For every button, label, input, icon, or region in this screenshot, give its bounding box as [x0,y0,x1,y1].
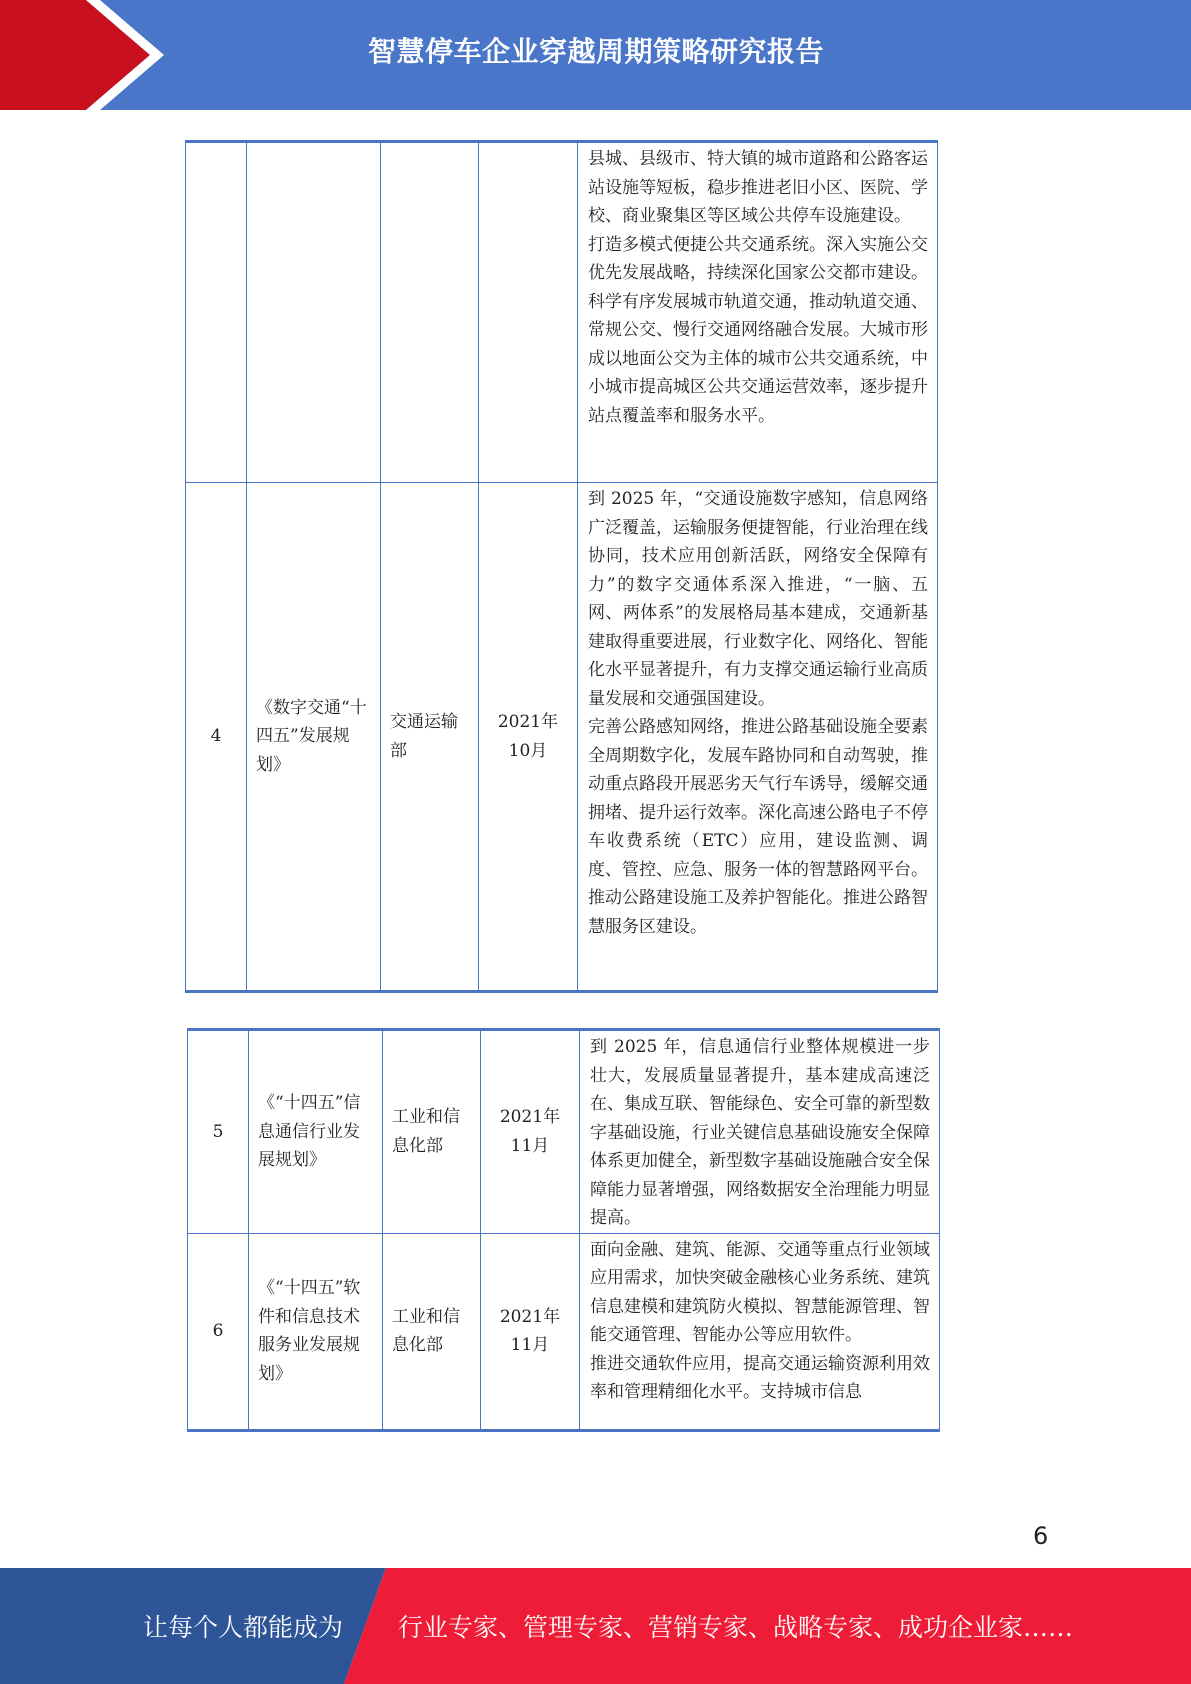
row-number: 6 [188,1233,249,1430]
header-banner [0,0,1191,110]
footer-banner [0,1568,1191,1684]
footer-slogan-right: 行业专家、管理专家、营销专家、战略专家、成功企业家…… [398,1613,1074,1642]
policy-name: 《“十四五”信息通信行业发展规划》 [249,1030,383,1234]
issuing-dept [381,142,479,483]
policy-table-top [185,140,938,993]
row-number [186,142,247,483]
report-title: 智慧停车企业穿越周期策略研究报告 [368,35,825,68]
row-number: 4 [186,483,247,992]
policy-name: 《数字交通“十四五”发展规划》 [247,483,381,992]
content-paragraph: 面向金融、建筑、能源、交通等重点行业领域应用需求，加快突破金融核心业务系统、建筑信息建模和建筑防火模拟、智慧能源管理、智能交通管理、智能办公等应用软件。 [590,1239,930,1345]
footer-slogan-left: 让每个人都能成为 [143,1613,344,1642]
content-paragraph: 打造多模式便捷公共交通系统。深入实施公交优先发展战略，持续深化国家公交都市建设。科学有序发展城市轨道交通，推动轨道交通、常规公交、慢行交通网络融合发展。大城市形成以地面公交为主体的城市公共交通系统，中小城市提高城区公共交通运营效率，逐步提升站点覆盖率和服务水平。 [588,234,928,426]
issue-date: 2021年11月 [481,1030,580,1234]
content-paragraph: 完善公路感知网络，推进公路基础设施全要素全周期数字化，发展车路协同和自动驾驶，推动重点路段开展恶劣天气行车诱导，缓解交通拥堵、提升运行效率。深化高速公路电子不停车收费系统（ETC）应用，建设监测、调度、管控、应急、服务一体的智慧路网平台。推动公路建设施工及养护智能化。推进公路智慧服务区建设。 [588,717,928,937]
issuing-dept: 交通运输部 [381,483,479,992]
content-paragraph: 县城、县级市、特大镇的城市道路和公路客运站设施等短板，稳步推进老旧小区、医院、学校、商业聚集区等区域公共停车设施建设。 [588,149,928,226]
issue-date: 2021年11月 [481,1233,580,1430]
policy-name: 《“十四五”软件和信息技术服务业发展规划》 [249,1233,383,1430]
page-number: 6 [1033,1522,1049,1550]
policy-name [247,142,381,483]
issue-date: 2021年10月 [479,483,578,992]
content-paragraph: 推进交通软件应用，提高交通运输资源利用效率和管理精细化水平。支持城市信息 [590,1353,930,1402]
issuing-dept: 工业和信息化部 [383,1030,481,1234]
issuing-dept: 工业和信息化部 [383,1233,481,1430]
content-paragraph: 到 2025 年，信息通信行业整体规模进一步壮大，发展质量显著提升，基本建成高速泛在、集成互联、智能绿色、安全可靠的新型数字基础设施，行业关键信息基础设施安全保障体系更加健全，新型数字基础设施融合安全保障能力显著增强，网络数据安全治理能力明显提高。 [590,1037,930,1228]
issue-date [479,142,578,483]
policy-content [578,483,938,992]
table-row [186,142,938,483]
table-row [186,483,938,992]
table-row [188,1030,940,1234]
content-paragraph: 到 2025 年，“交通设施数字感知，信息网络广泛覆盖，运输服务便捷智能，行业治理在线协同，技术应用创新活跃，网络安全保障有力”的数字交通体系深入推进，“一脑、五网、两体系”的发展格局基本建成，交通新基建取得重要进展，行业数字化、网络化、智能化水平显著提升，有力支撑交通运输行业高质量发展和交通强国建设。 [588,489,928,709]
policy-content [580,1030,940,1234]
policy-table-bottom [187,1028,940,1432]
policy-content [578,142,938,483]
table-row [188,1233,940,1430]
row-number: 5 [188,1030,249,1234]
policy-content [580,1233,940,1430]
